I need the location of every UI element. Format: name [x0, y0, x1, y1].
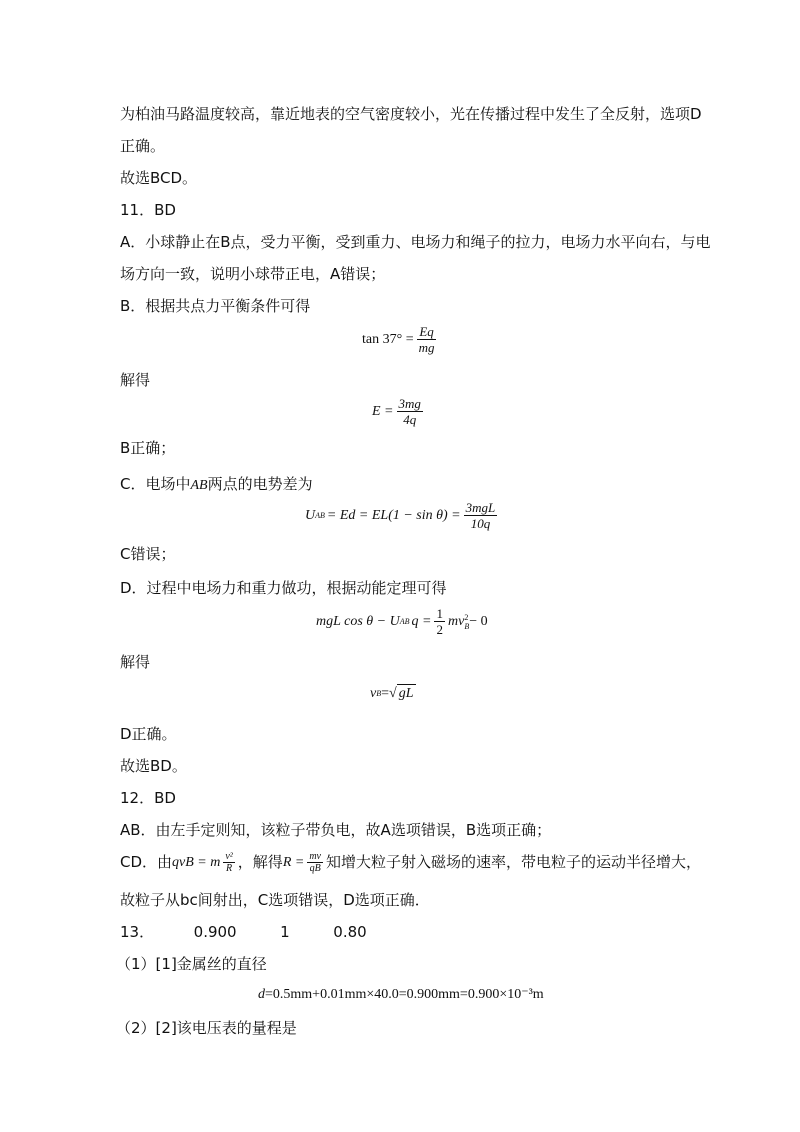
equation-E [372, 396, 426, 427]
eq-subscript: B [376, 688, 382, 698]
text-line: 正确。 [120, 137, 166, 155]
answer-value: 1 [280, 923, 290, 941]
sqrt [389, 684, 415, 703]
eq-part: mgL cos θ − U [316, 613, 400, 629]
eq-part: q = [411, 613, 432, 629]
text-line: B正确； [120, 439, 176, 457]
text-line: 解得 [120, 371, 151, 389]
text-line: 故选BD。 [120, 757, 187, 775]
equation-UAB [305, 500, 500, 531]
eq-diameter-text [258, 986, 544, 1004]
denominator: R [226, 863, 233, 874]
answer-line [120, 922, 367, 942]
numerator: 3mgL [465, 500, 496, 515]
numerator: mv [309, 851, 321, 862]
text-span: CD．由 [120, 853, 173, 871]
fraction [464, 500, 498, 531]
eq-lhs: tan 37° = [362, 331, 414, 347]
text-span: 知增大粒子射入磁场的速率，带电粒子的运动半径增大， [325, 853, 701, 871]
text-span: ，解得 [237, 853, 283, 871]
fraction [223, 851, 234, 874]
text-line: 场方向一致，说明小球带正电，A错误； [120, 265, 386, 283]
eq-part: qvB = m [172, 854, 221, 870]
equation-vB [370, 684, 416, 703]
text-line [120, 850, 701, 875]
text-line: B．根据共点力平衡条件可得 [120, 297, 311, 315]
eq-symbol: d [258, 987, 265, 1002]
answer-value: 0.900 [193, 923, 237, 941]
eq-subscript: AB [315, 510, 325, 520]
text-line: D正确。 [120, 725, 177, 743]
numerator: 3mg [398, 396, 421, 411]
radicand: gL [398, 686, 414, 701]
eq-part: =0.5mm+0.01mm×40.0=0.900mm=0.900×10⁻³m [265, 987, 544, 1002]
numerator: 1 [436, 606, 443, 621]
eq-symbol: U [305, 507, 316, 523]
denominator: mg [418, 340, 435, 355]
text-line: A．小球静止在B点，受力平衡，受到重力、电场力和绳子的拉力，电场力水平向右，与电 [120, 233, 711, 251]
denominator: qB [309, 863, 321, 874]
eq-superscript: 2 [464, 612, 469, 622]
answer-value: 0.80 [333, 923, 367, 941]
question-number: 11．BD [120, 201, 176, 219]
fraction [397, 396, 423, 427]
text-line: 解得 [120, 653, 151, 671]
eq-part: R = [282, 854, 305, 870]
equation-diameter [258, 986, 544, 1004]
denominator: 10q [470, 516, 491, 531]
eq-part: mv [447, 613, 465, 629]
numerator: v² [225, 851, 233, 862]
numerator: Eq [419, 324, 434, 339]
inline-equation-radius [283, 851, 326, 875]
inline-equation-force [172, 851, 238, 875]
radical-sign: √ [389, 686, 397, 701]
eq-subscript: AB [399, 616, 410, 626]
denominator: 2 [436, 622, 443, 637]
text-line [120, 474, 313, 496]
eq-middle: = Ed = EL(1 − sin θ) = [326, 507, 461, 523]
text-line: 故选BCD。 [120, 169, 198, 187]
eq-part: − 0 [469, 613, 488, 629]
text-line: （1）[1]金属丝的直径 [116, 955, 267, 973]
fraction [417, 324, 437, 355]
text-span: 两点的电势差为 [207, 475, 313, 493]
eq-subscript: B [464, 621, 470, 631]
text-span: AB [190, 478, 208, 493]
text-line: 为柏油马路温度较高，靠近地表的空气密度较小，光在传播过程中发生了全反射，选项D [120, 105, 702, 123]
question-number: 13． [120, 923, 155, 941]
equation-tan37 [362, 324, 440, 355]
fraction [434, 606, 445, 637]
text-line: （2）[2]该电压表的量程是 [116, 1019, 297, 1037]
eq-middle: = [381, 685, 390, 701]
eq-lhs: E = [372, 403, 394, 419]
text-line: C错误； [120, 545, 176, 563]
equation-energy [316, 606, 488, 637]
fraction [307, 851, 323, 874]
question-number: 12．BD [120, 789, 176, 807]
eq-symbol: v [370, 685, 377, 701]
denominator: 4q [403, 412, 417, 427]
text-span: C．电场中 [120, 475, 191, 493]
text-line: AB．由左手定则知，该粒子带负电，故A选项错误，B选项正确； [120, 821, 552, 839]
text-line: D．过程中电场力和重力做功，根据动能定理可得 [120, 579, 447, 597]
text-line: 故粒子从bc间射出，C选项错误，D选项正确． [120, 891, 430, 909]
